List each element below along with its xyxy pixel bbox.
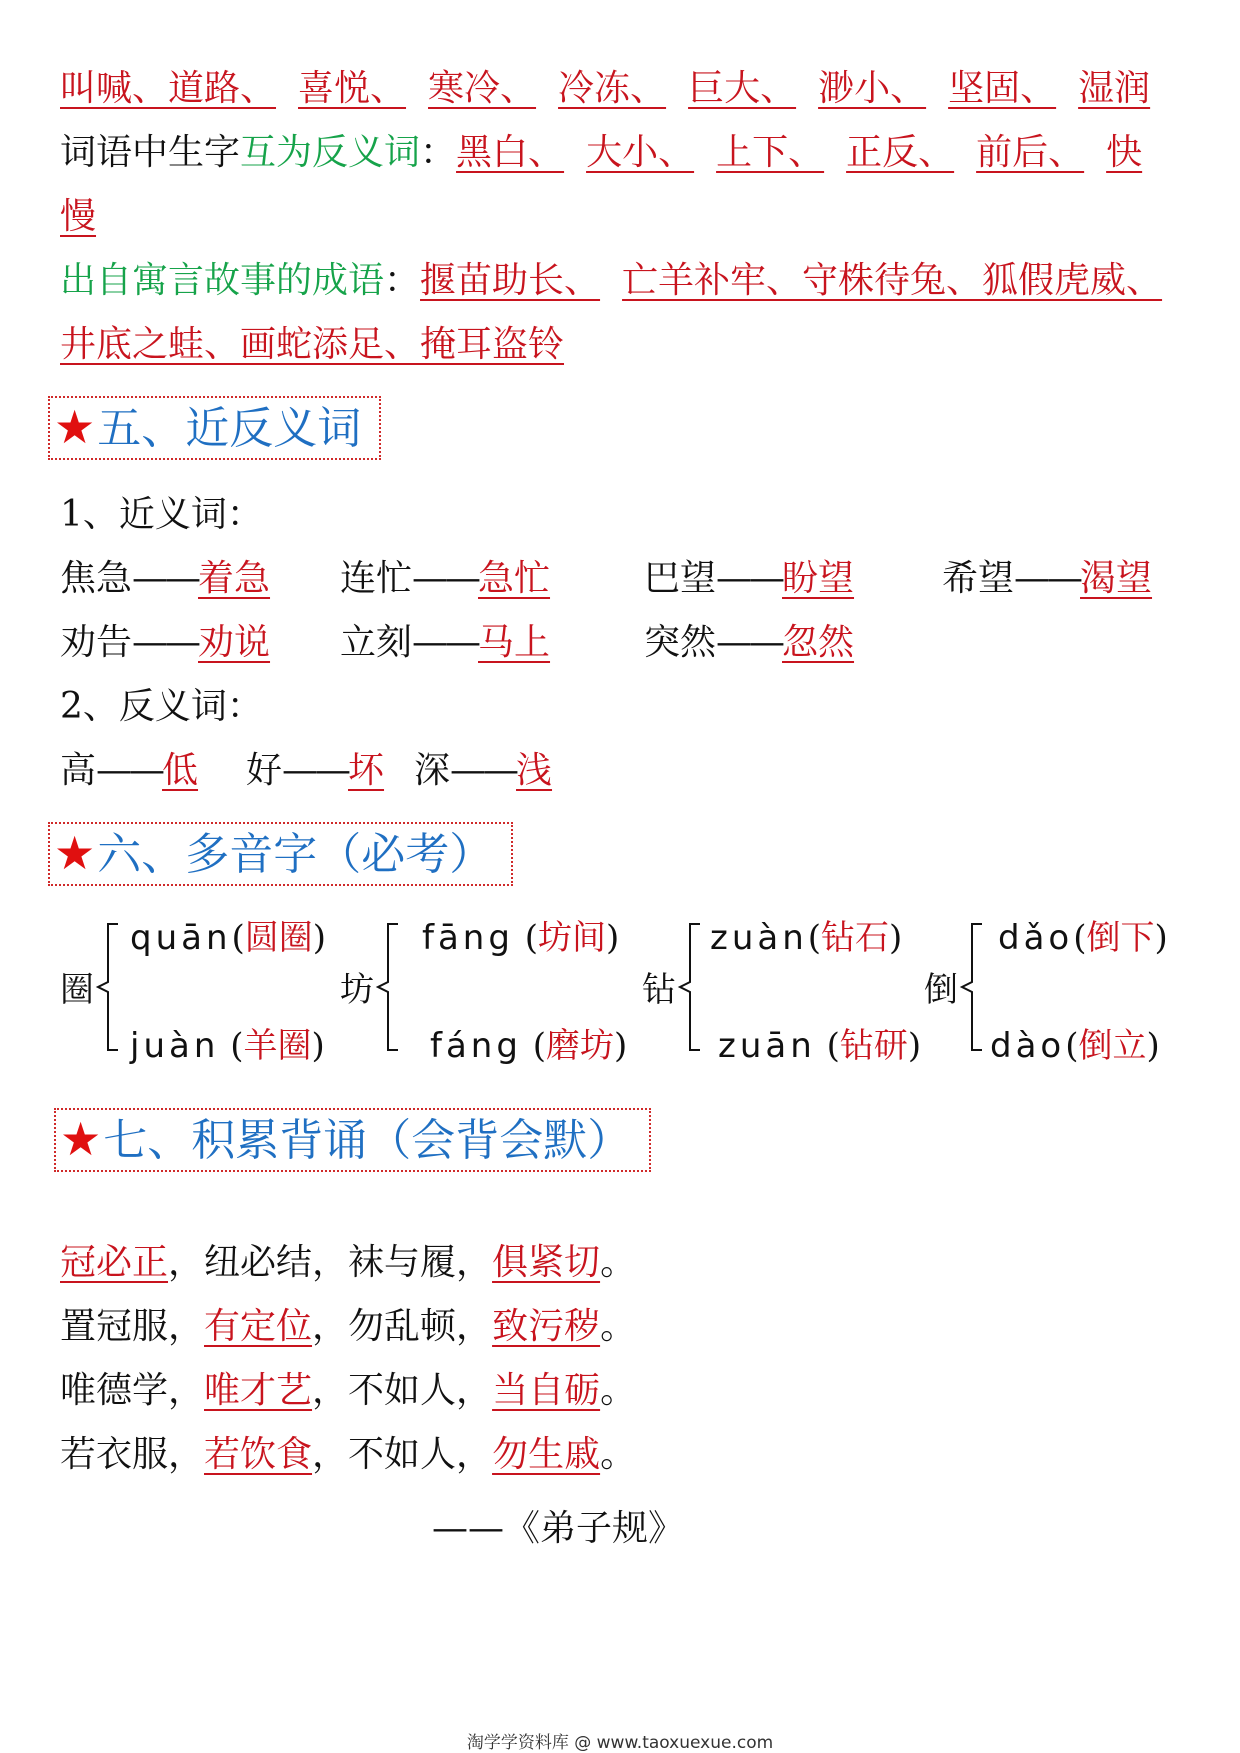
answer: 急忙 bbox=[478, 558, 551, 599]
polyphone-reading: fáng (磨坊) bbox=[430, 1026, 628, 1066]
verse-red: 勿生戚 bbox=[492, 1434, 601, 1475]
synonym-pair bbox=[60, 554, 270, 604]
pinyin: fáng bbox=[430, 1026, 522, 1066]
synonym-pair bbox=[942, 554, 1152, 604]
polyphone-char: 倒 bbox=[924, 970, 958, 1010]
idiom-item: 亡羊补牢、守株待兔、狐假虎威、 bbox=[622, 260, 1163, 301]
word-item: 上下、 bbox=[716, 132, 825, 173]
answer: 低 bbox=[162, 750, 199, 791]
dash: —— bbox=[716, 622, 783, 663]
word: 高 bbox=[60, 750, 97, 791]
pinyin: fāng bbox=[422, 918, 514, 958]
section-title: 六、多音字（必考） bbox=[97, 829, 494, 880]
verse-text: 唯德学， bbox=[60, 1370, 205, 1411]
dash: —— bbox=[132, 558, 199, 599]
word-item: 黑白、 bbox=[456, 132, 565, 173]
pinyin: quān bbox=[130, 918, 232, 958]
idiom-item: 井底之蛙、画蛇添足、掩耳盗铃 bbox=[60, 324, 565, 365]
word-item: 冷冻、 bbox=[558, 68, 667, 109]
polyphone-reading: dào(倒立) bbox=[990, 1026, 1160, 1066]
example-word: 羊圈 bbox=[243, 1026, 312, 1066]
answer: 渴望 bbox=[1080, 558, 1153, 599]
example-word: 圆圈 bbox=[244, 918, 313, 958]
section-6-header bbox=[48, 822, 513, 886]
verse-red: 致污秽 bbox=[492, 1306, 601, 1347]
word: 连忙 bbox=[340, 558, 413, 599]
dash: —— bbox=[282, 750, 349, 791]
dash: —— bbox=[1014, 558, 1081, 599]
star-icon: ★ bbox=[54, 826, 96, 880]
pinyin: zuān bbox=[718, 1026, 816, 1066]
section-title: 五、近反义词 bbox=[97, 403, 362, 454]
word-item: 正反、 bbox=[846, 132, 955, 173]
verse-source: ——《弟子规》 bbox=[432, 1508, 685, 1549]
word-item: 前后、 bbox=[976, 132, 1085, 173]
pinyin: juàn bbox=[130, 1026, 220, 1066]
subtitle: 2、反义词： bbox=[60, 686, 263, 727]
punctuation: 。 bbox=[600, 1306, 637, 1347]
synonym-pair bbox=[644, 554, 854, 604]
pinyin: zuàn bbox=[710, 918, 808, 958]
verse-red: 当自砺 bbox=[492, 1370, 601, 1411]
synonym-pair bbox=[644, 618, 854, 668]
answer: 劝说 bbox=[198, 622, 271, 663]
brace-icon bbox=[376, 922, 400, 1052]
verse-text: 若衣服， bbox=[60, 1434, 205, 1475]
word-item: 慢 bbox=[60, 196, 97, 237]
antonym-char-line bbox=[60, 128, 1142, 178]
word: 巴望 bbox=[644, 558, 717, 599]
pinyin: dào bbox=[990, 1026, 1066, 1066]
colon: ： bbox=[384, 260, 421, 301]
brace-icon bbox=[960, 922, 984, 1052]
section-5-header bbox=[48, 396, 381, 460]
verse-text: 置冠服， bbox=[60, 1306, 205, 1347]
answer: 着急 bbox=[198, 558, 271, 599]
green-label: 出自寓言故事的成语 bbox=[60, 260, 385, 301]
verse-text: 不如人， bbox=[348, 1370, 493, 1411]
verse-text: 勿乱顿， bbox=[348, 1306, 493, 1347]
word: 深 bbox=[414, 750, 451, 791]
answer: 浅 bbox=[516, 750, 553, 791]
polyphone-reading: zuān (钻研) bbox=[718, 1026, 922, 1066]
verse-text: 不如人， bbox=[348, 1434, 493, 1475]
polyphone-reading: fāng (坊间) bbox=[422, 918, 620, 958]
word-item: 渺小、 bbox=[818, 68, 927, 109]
verse-text: 纽必结，袜与履， bbox=[204, 1242, 493, 1283]
punctuation: 。 bbox=[600, 1242, 637, 1283]
footer-watermark: 淘学学资料库 @ www.taoxuexue.com bbox=[466, 1733, 774, 1753]
verse-red: 若饮食 bbox=[204, 1434, 313, 1475]
word-item: 大小、 bbox=[586, 132, 695, 173]
word-item: 快 bbox=[1106, 132, 1143, 173]
polyphone-reading: dǎo(倒下) bbox=[998, 918, 1168, 958]
example-word: 倒立 bbox=[1078, 1026, 1147, 1066]
word-item: 坚固、 bbox=[948, 68, 1057, 109]
verse-red: 唯才艺 bbox=[204, 1370, 313, 1411]
word-item: 叫喊、道路、 bbox=[60, 68, 277, 109]
green-label: 互为反义词 bbox=[240, 132, 421, 173]
antonym-subtitle bbox=[60, 682, 263, 732]
star-icon: ★ bbox=[54, 400, 96, 454]
subtitle: 1、近义词： bbox=[60, 494, 263, 535]
word-item: 寒冷、 bbox=[428, 68, 537, 109]
verse-line: 若衣服，若饮食，不如人，勿生戚。 bbox=[60, 1434, 637, 1475]
synonym-pair bbox=[340, 618, 550, 668]
section-7-header bbox=[54, 1108, 651, 1172]
word: 突然 bbox=[644, 622, 717, 663]
brace-icon bbox=[96, 922, 120, 1052]
example-word: 坊间 bbox=[538, 918, 607, 958]
word-item: 喜悦、 bbox=[298, 68, 407, 109]
polyphone-char: 钻 bbox=[642, 970, 676, 1010]
dash: —— bbox=[132, 622, 199, 663]
polyphone-reading: juàn (羊圈) bbox=[130, 1026, 325, 1066]
dash: —— bbox=[412, 558, 479, 599]
word: 好 bbox=[246, 750, 283, 791]
synonym-pair bbox=[60, 618, 270, 668]
word: 立刻 bbox=[340, 622, 413, 663]
polyphone-char: 圈 bbox=[60, 970, 94, 1010]
answer: 忽然 bbox=[782, 622, 855, 663]
idiom-item: 揠苗助长、 bbox=[420, 260, 601, 301]
idiom-line-2 bbox=[60, 320, 564, 370]
answer: 马上 bbox=[478, 622, 551, 663]
word-list-line-1 bbox=[60, 64, 1150, 114]
example-word: 钻石 bbox=[821, 918, 890, 958]
dash: —— bbox=[450, 750, 517, 791]
idiom-line bbox=[60, 256, 1162, 306]
brace-icon bbox=[678, 922, 702, 1052]
verse-line: 唯德学，唯才艺，不如人，当自砺。 bbox=[60, 1370, 637, 1411]
verse-line: 置冠服，有定位，勿乱顿，致污秽。 bbox=[60, 1306, 637, 1347]
colon: ： bbox=[420, 132, 457, 173]
example-word: 钻研 bbox=[839, 1026, 908, 1066]
word: 劝告 bbox=[60, 622, 133, 663]
star-icon: ★ bbox=[60, 1112, 102, 1166]
verse-line: 冠必正，纽必结，袜与履，俱紧切。 bbox=[60, 1242, 637, 1283]
antonym-pair bbox=[246, 746, 384, 796]
dash: —— bbox=[412, 622, 479, 663]
dash: —— bbox=[716, 558, 783, 599]
polyphone-reading: zuàn(钻石) bbox=[710, 918, 903, 958]
synonym-subtitle bbox=[60, 490, 263, 540]
verse-red: 俱紧切 bbox=[492, 1242, 601, 1283]
punctuation: 。 bbox=[600, 1370, 637, 1411]
pinyin: dǎo bbox=[998, 918, 1074, 958]
example-word: 磨坊 bbox=[546, 1026, 615, 1066]
example-word: 倒下 bbox=[1086, 918, 1155, 958]
line-prefix: 词语中生字 bbox=[60, 132, 241, 173]
word: 希望 bbox=[942, 558, 1015, 599]
continuation-line bbox=[60, 192, 96, 242]
word: 焦急 bbox=[60, 558, 133, 599]
verse-red: 有定位 bbox=[204, 1306, 313, 1347]
antonym-pair bbox=[414, 746, 552, 796]
punctuation: 。 bbox=[600, 1434, 637, 1475]
antonym-pair bbox=[60, 746, 198, 796]
polyphone-char: 坊 bbox=[340, 970, 374, 1010]
verse-red: 冠必正 bbox=[60, 1242, 169, 1283]
answer: 坏 bbox=[348, 750, 385, 791]
answer: 盼望 bbox=[782, 558, 855, 599]
synonym-pair bbox=[340, 554, 550, 604]
section-title: 七、积累背诵（会背会默） bbox=[103, 1115, 632, 1166]
word-item: 巨大、 bbox=[688, 68, 797, 109]
dash: —— bbox=[96, 750, 163, 791]
word-item: 湿润 bbox=[1078, 68, 1151, 109]
polyphone-reading: quān(圆圈) bbox=[130, 918, 327, 958]
